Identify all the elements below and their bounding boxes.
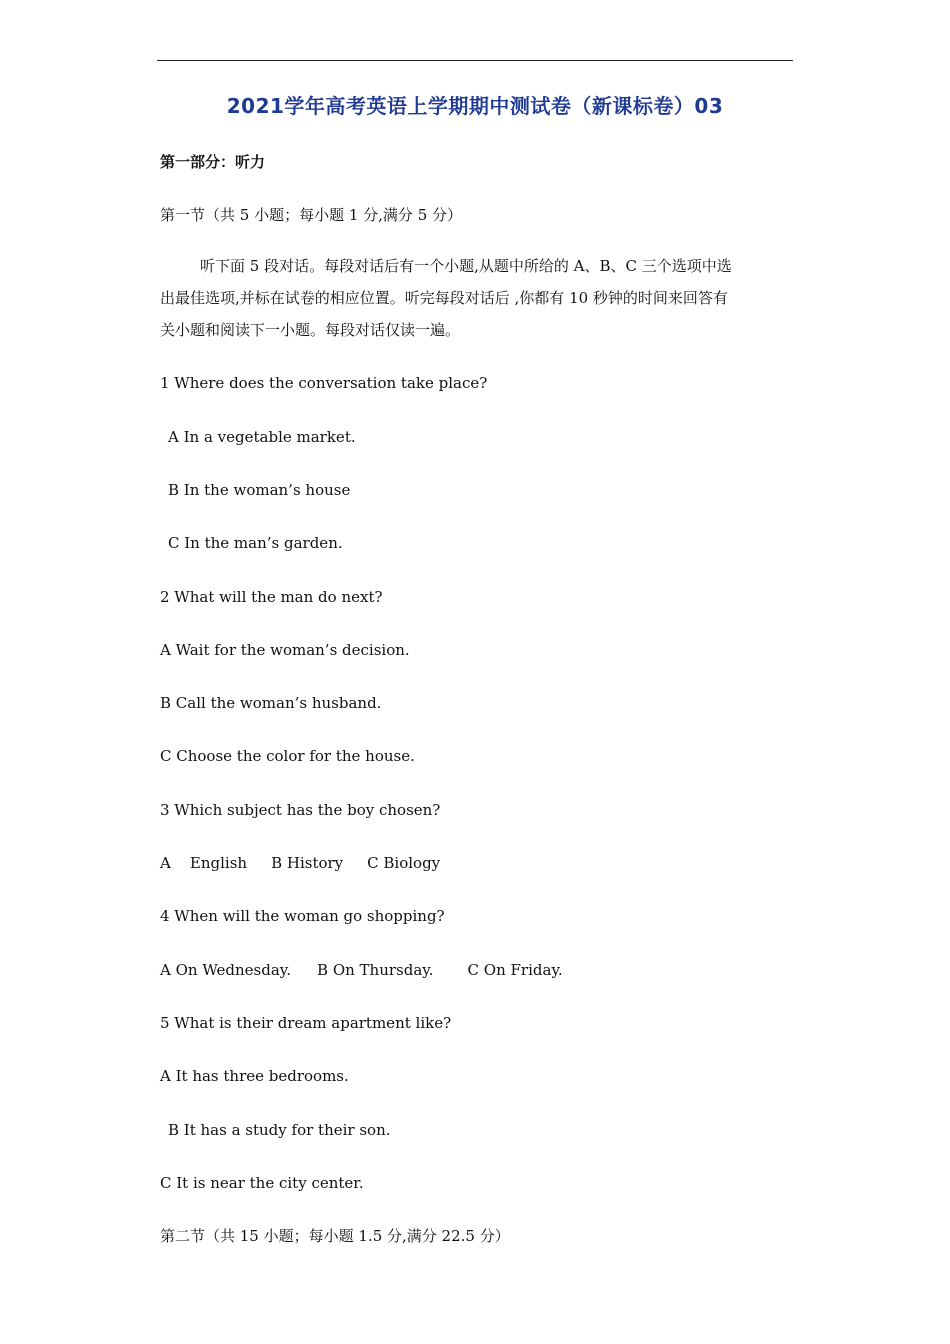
question-4-options: [160, 960, 563, 980]
instructions-line-1: 听下面 5 段对话。每段对话后有一个小题,从题中所给的 A、B、C 三个选项中选: [200, 257, 732, 275]
question-1-option-c: C In the man’s garden.: [168, 534, 343, 552]
question-3-stem: 3 Which subject has the boy chosen?: [160, 801, 441, 819]
question-4-option-b: B On Thursday.: [317, 961, 434, 979]
part-heading: 第一部分：听力: [160, 153, 266, 171]
question-1-stem: 1 Where does the conversation take place?: [160, 374, 488, 392]
question-1-option-a: A In a vegetable market.: [168, 428, 356, 446]
question-5-stem: 5 What is their dream apartment like?: [160, 1014, 452, 1032]
question-2-option-c: C Choose the color for the house.: [160, 747, 415, 765]
page-title: 2021学年高考英语上学期期中测试卷（新课标卷）03: [226, 94, 724, 118]
question-5-option-b: B It has a study for their son.: [168, 1121, 391, 1139]
question-2-option-a: A Wait for the woman’s decision.: [160, 641, 410, 659]
question-4-stem: 4 When will the woman go shopping?: [160, 907, 445, 925]
question-3-option-c: C Biology: [367, 854, 441, 872]
top-rule: [157, 60, 793, 61]
question-5-option-a: A It has three bedrooms.: [160, 1067, 349, 1085]
instructions-line-2: 出最佳选项,并标在试卷的相应位置。听完每段对话后 ,你都有 10 秒钟的时间来回答有: [160, 289, 728, 307]
question-4-option-c: C On Friday.: [467, 961, 563, 979]
question-3-option-a: A English: [160, 854, 248, 872]
question-2-stem: 2 What will the man do next?: [160, 588, 383, 606]
instructions-line-3: 关小题和阅读下一小题。每段对话仅读一遍。: [160, 321, 461, 339]
instructions-paragraph: [160, 250, 796, 346]
question-5-option-c: C It is near the city center.: [160, 1174, 364, 1192]
section2-heading: 第二节（共 15 小题；每小题 1.5 分,满分 22.5 分）: [160, 1227, 510, 1245]
question-4-option-a: A On Wednesday.: [160, 961, 292, 979]
question-2-option-b: B Call the woman’s husband.: [160, 694, 382, 712]
question-3-option-b: B History: [271, 854, 344, 872]
section1-heading: 第一节（共 5 小题；每小题 1 分,满分 5 分）: [160, 206, 463, 224]
question-1-option-b: B In the woman’s house: [168, 481, 351, 499]
question-3-options: [160, 853, 440, 873]
